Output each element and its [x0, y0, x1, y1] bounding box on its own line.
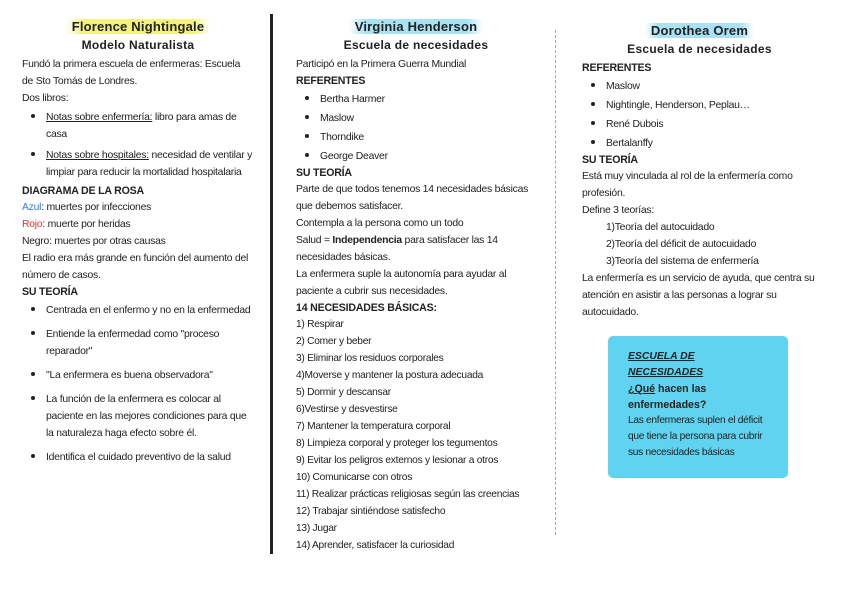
- henderson-title: Virginia Henderson: [349, 19, 484, 34]
- theory-paragraph: Está muy vinculada al rol de la enfermería como profesión.: [582, 171, 793, 199]
- needs-school-box: [608, 336, 788, 478]
- references-heading: REFERENTES: [296, 75, 366, 87]
- intro-line: de Sto Tomás de Londres.: [22, 76, 138, 87]
- theory-item: • Identifica el cuidado preventivo de la salud: [46, 447, 254, 466]
- intro-line: Fundó la primera escuela de enfermeras: Escuela: [22, 59, 241, 70]
- health-post: para satisfacer las 14 necesidades básicas.: [296, 235, 498, 263]
- nightingale-title: Florence Nightingale: [66, 19, 211, 34]
- need-item: 10) Comunicarse con otros: [296, 472, 413, 483]
- box-question: [628, 381, 770, 413]
- question-rest: hacen las enfermedades?: [628, 383, 707, 411]
- health-definition: [296, 232, 536, 266]
- book-text: necesidad de ventilar y limpiar para reducir la mortalidad hospitalaria: [46, 150, 253, 178]
- reference-item: • George Deaver: [320, 146, 536, 165]
- rose-red-line: [22, 216, 254, 233]
- theory-paragraph: La enfermera suple la autonomía para ayudar al paciente a cubrir sus necesidades.: [296, 269, 507, 297]
- books-list: [22, 107, 254, 181]
- need-item: 2) Comer y beber: [296, 336, 372, 347]
- blue-label: Azul: [22, 202, 42, 213]
- theory-paragraph: Contempla a la persona como un todo: [296, 218, 464, 229]
- references-list: [296, 89, 536, 165]
- theory-heading: SU TEORÍA: [582, 154, 638, 166]
- reference-item: • Bertalanffy: [606, 133, 817, 152]
- orem-title: Dorothea Orem: [645, 23, 754, 38]
- dashed-column-divider: [555, 30, 556, 535]
- nightingale-subtitle: Modelo Naturalista: [81, 38, 195, 52]
- need-item: 14) Aprender, satisfacer la curiosidad: [296, 540, 455, 551]
- rose-black-line: Negro: muertes por otras causas: [22, 236, 166, 247]
- orem-column: [582, 22, 817, 321]
- theory-item: • "La enfermera es buena observadora": [46, 365, 254, 384]
- box-title: ESCUELA DE NECESIDADES: [628, 351, 704, 378]
- need-item: 9) Evitar los peligros externos y lesionar a otros: [296, 455, 499, 466]
- theory-heading: SU TEORÍA: [22, 286, 78, 298]
- need-item: 1) Respirar: [296, 319, 344, 330]
- nightingale-column: [22, 18, 254, 471]
- theory-item: 2)Teoría del déficit de autocuidado: [606, 239, 757, 250]
- health-pre: Salud =: [296, 235, 333, 246]
- needs-list: [296, 316, 536, 554]
- theory-item: • Entiende la enfermedad como "proceso reparador": [46, 324, 254, 360]
- need-item: 6)Vestirse y desvestirse: [296, 404, 398, 415]
- need-item: 3) Eliminar los residuos corporales: [296, 353, 444, 364]
- theory-heading: SU TEORÍA: [296, 167, 352, 179]
- references-heading: REFERENTES: [582, 62, 652, 74]
- independence-word: Independencia: [332, 235, 402, 246]
- needs-heading: 14 NECESIDADES BÁSICAS:: [296, 302, 437, 314]
- reference-item: • René Dubois: [606, 114, 817, 133]
- box-text: Las enfermeras suplen el déficit que tiene la persona para cubrir sus necesidades básicas: [628, 415, 763, 458]
- question-word: ¿Qué: [628, 383, 656, 395]
- theory-paragraph: Parte de que todos tenemos 14 necesidades básicas que debemos satisfacer.: [296, 184, 529, 212]
- theory-item: 1)Teoría del autocuidado: [606, 222, 715, 233]
- theory-item: • La función de la enfermera es colocar al paciente en las mejores condiciones para que la naturaleza haga efecto sobre él.: [46, 389, 254, 442]
- solid-column-divider: [270, 14, 273, 554]
- theory-paragraph: La enfermería es un servicio de ayuda, que centra su atención en asistir a las personas a lograr su autocuidado.: [582, 273, 815, 318]
- reference-item: • Maslow: [606, 76, 817, 95]
- theory-item: 3)Teoría del sistema de enfermería: [606, 256, 759, 267]
- orem-subtitle: Escuela de necesidades: [627, 42, 772, 56]
- theory-item: • Centrada en el enfermo y no en la enfermedad: [46, 300, 254, 319]
- red-text: : muerte por heridas: [42, 219, 131, 230]
- henderson-subtitle: Escuela de necesidades: [343, 38, 489, 52]
- book-title: Notas sobre enfermería:: [46, 112, 153, 123]
- theory-list: [22, 300, 254, 466]
- rose-blue-line: [22, 199, 254, 216]
- need-item: 5) Dormir y descansar: [296, 387, 391, 398]
- reference-item: • Bertha Harmer: [320, 89, 536, 108]
- book-item: [46, 145, 254, 181]
- reference-item: • Maslow: [320, 108, 536, 127]
- red-label: Rojo: [22, 219, 43, 230]
- henderson-intro: Participó en la Primera Guerra Mundial: [296, 59, 467, 70]
- book-text: libro para amas de casa: [46, 112, 237, 140]
- need-item: 8) Limpieza corporal y proteger los tegumentos: [296, 438, 498, 449]
- rose-heading: DIAGRAMA DE LA ROSA: [22, 185, 144, 197]
- book-item: [46, 107, 254, 143]
- reference-item: • Thorndike: [320, 127, 536, 146]
- blue-text: : muertes por infecciones: [41, 202, 152, 213]
- rose-radius-text: El radio era más grande en función del aumento del número de casos.: [22, 253, 249, 281]
- intro-line: Dos libros:: [22, 93, 69, 104]
- need-item: 4)Moverse y mantener la postura adecuada: [296, 370, 484, 381]
- theory-paragraph: Define 3 teorías:: [582, 205, 654, 216]
- henderson-column: [296, 18, 536, 554]
- book-title: Notas sobre hospitales:: [46, 150, 149, 161]
- reference-item: • Nightingle, Henderson, Peplau…: [606, 95, 817, 114]
- need-item: 13) Jugar: [296, 523, 337, 534]
- references-list: [582, 76, 817, 152]
- need-item: 11) Realizar prácticas religiosas según las creencias: [296, 489, 520, 500]
- need-item: 12) Trabajar sintiéndose satisfecho: [296, 506, 446, 517]
- need-item: 7) Mantener la temperatura corporal: [296, 421, 451, 432]
